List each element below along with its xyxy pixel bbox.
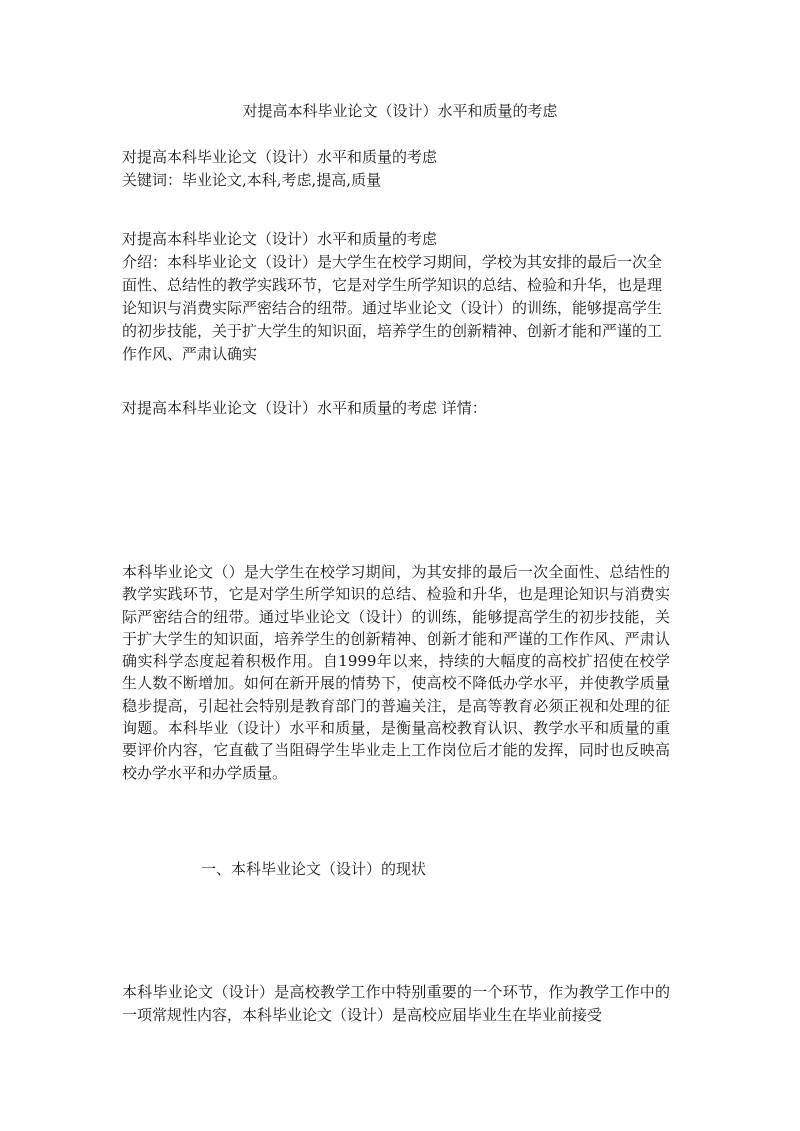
intro-title: 对提高本科毕业论文（设计）水平和质量的考虑 bbox=[122, 230, 438, 248]
header-block bbox=[122, 146, 670, 192]
intro-block bbox=[122, 228, 670, 366]
document-title: 对提高本科毕业论文（设计）水平和质量的考虑 bbox=[242, 102, 558, 120]
section-paragraph: 本科毕业论文（设计）是高校教学工作中特别重要的一个环节，作为教学工作中的一项常规性内容，本科毕业论文（设计）是高校应届毕业生在毕业前接受 bbox=[122, 983, 670, 1024]
keywords-line: 关键词：毕业论文,本科,考虑,提高,质量 bbox=[122, 171, 382, 189]
details-heading: 对提高本科毕业论文（设计）水平和质量的考虑 详情： bbox=[122, 399, 487, 417]
section-heading: 一、本科毕业论文（设计）的现状 bbox=[201, 860, 427, 878]
intro-text: 介绍：本科毕业论文（设计）是大学生在校学习期间，学校为其安排的最后一次全面性、总结性的教学实践环节，它是对学生所学知识的总结、检验和升华，也是理论知识与消费实际严密结合的纽带。通过毕业论文（设计）的训练，能够提高学生的初步技能，关于扩大学生的知识面，培养学生的创新精神、创新才能和严谨的工作作风、严肃认确实 bbox=[122, 253, 663, 363]
header-title: 对提高本科毕业论文（设计）水平和质量的考虑 bbox=[122, 148, 438, 166]
body-paragraph: 本科毕业论文（）是大学生在校学习期间，为其安排的最后一次全面性、总结性的教学实践环节，它是对学生所学知识的总结、检验和升华，也是理论知识与消费实际严密结合的纽带。通过毕业论文（设计）的训练，能够提高学生的初步技能，关于扩大学生的知识面，培养学生的创新精神、创新才能和严谨的工作作风、严肃认确实科学态度起着积极作用。自1999年以来，持续的大幅度的高校扩招使在校学生人数不断增加。如何在新开展的情势下，使高校不降低办学水平，并使教学质量稳步提高，引起社会特别是教育部门的普遍关注，是高等教育必须正视和处理的征询题。本科毕业（设计）水平和质量，是衡量高校教育认识、教学水平和质量的重要评价内容，它直截了当阻碍学生毕业走上工作岗位后才能的发挥，同时也反映高校办学水平和办学质量。 bbox=[122, 563, 670, 782]
